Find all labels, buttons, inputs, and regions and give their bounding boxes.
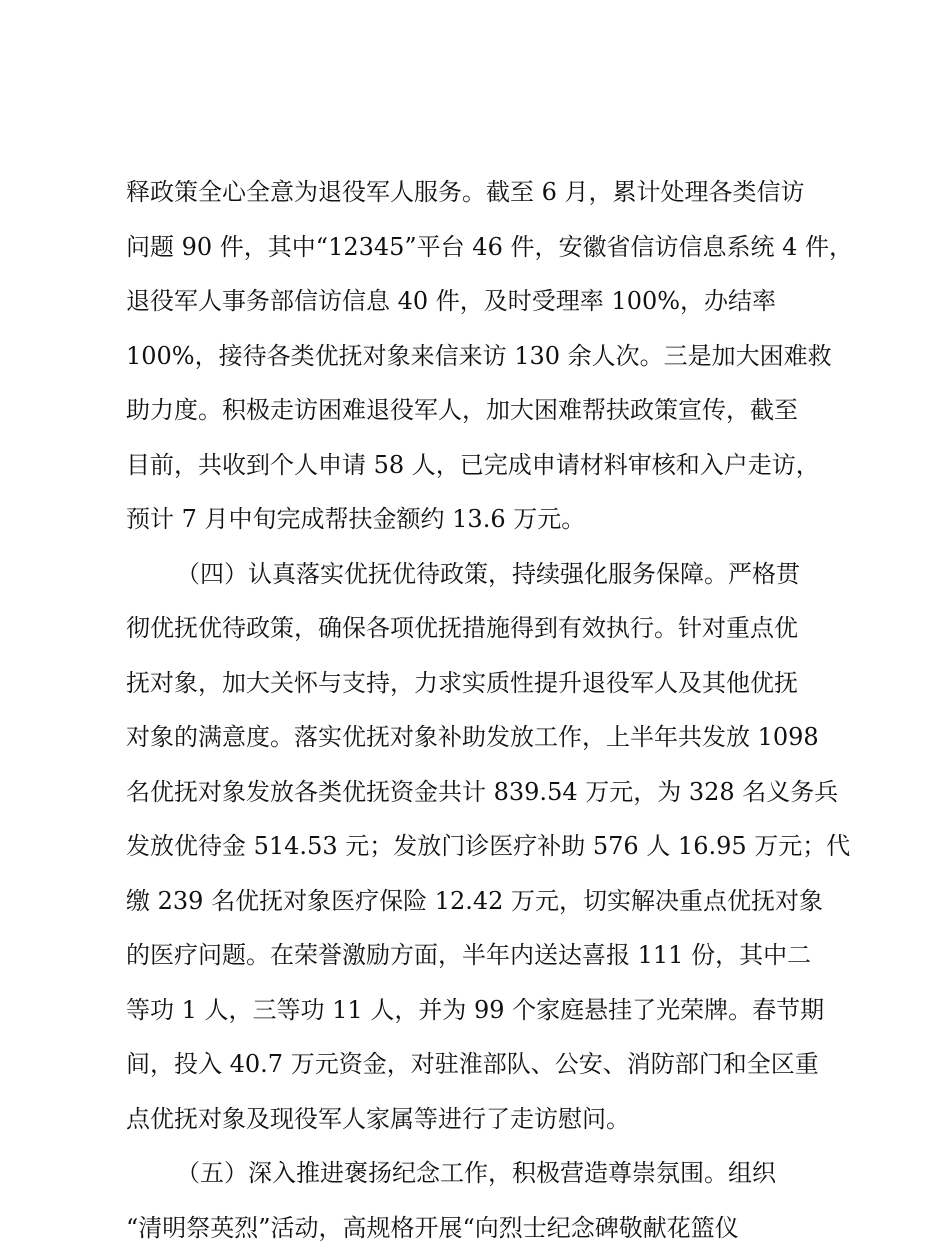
- text-line: 助力度。积极走访困难退役军人，加大困难帮扶政策宣传，截至: [126, 383, 836, 438]
- text-line: 间，投入 40.7 万元资金，对驻淮部队、公安、消防部门和全区重: [126, 1037, 836, 1092]
- text-line: 对象的满意度。落实优抚对象补助发放工作，上半年共发放 1098: [126, 710, 836, 765]
- text-line: 名优抚对象发放各类优抚资金共计 839.54 万元，为 328 名义务兵: [126, 765, 836, 820]
- section-heading-line: （四）认真落实优抚优待政策，持续强化服务保障。严格贯: [126, 547, 836, 602]
- text-line: 缴 239 名优抚对象医疗保险 12.42 万元，切实解决重点优抚对象: [126, 874, 836, 929]
- text-line: 目前，共收到个人申请 58 人，已完成申请材料审核和入户走访，: [126, 438, 836, 493]
- document-body: [126, 165, 836, 1255]
- text-line: 预计 7 月中旬完成帮扶金额约 13.6 万元。: [126, 492, 836, 547]
- text-line: 问题 90 件，其中“12345”平台 46 件，安徽省信访信息系统 4 件，: [126, 220, 836, 275]
- text-line: 点优抚对象及现役军人家属等进行了走访慰问。: [126, 1092, 836, 1147]
- text-line: 等功 1 人，三等功 11 人，并为 99 个家庭悬挂了光荣牌。春节期: [126, 983, 836, 1038]
- text-line: 彻优抚优待政策，确保各项优抚措施得到有效执行。针对重点优: [126, 601, 836, 656]
- text-line: 发放优待金 514.53 元；发放门诊医疗补助 576 人 16.95 万元；代: [126, 819, 836, 874]
- text-line: 的医疗问题。在荣誉激励方面，半年内送达喜报 111 份，其中二: [126, 928, 836, 983]
- text-line: 释政策全心全意为退役军人服务。截至 6 月，累计处理各类信访: [126, 165, 836, 220]
- text-line: 退役军人事务部信访信息 40 件，及时受理率 100%，办结率: [126, 274, 836, 329]
- section-heading-line: （五）深入推进褒扬纪念工作，积极营造尊崇氛围。组织: [126, 1146, 836, 1201]
- text-line: “清明祭英烈”活动，高规格开展“向烈士纪念碑敬献花篮仪: [126, 1201, 836, 1255]
- text-line: 抚对象，加大关怀与支持，力求实质性提升退役军人及其他优抚: [126, 656, 836, 711]
- text-line: 100%，接待各类优抚对象来信来访 130 余人次。三是加大困难救: [126, 329, 836, 384]
